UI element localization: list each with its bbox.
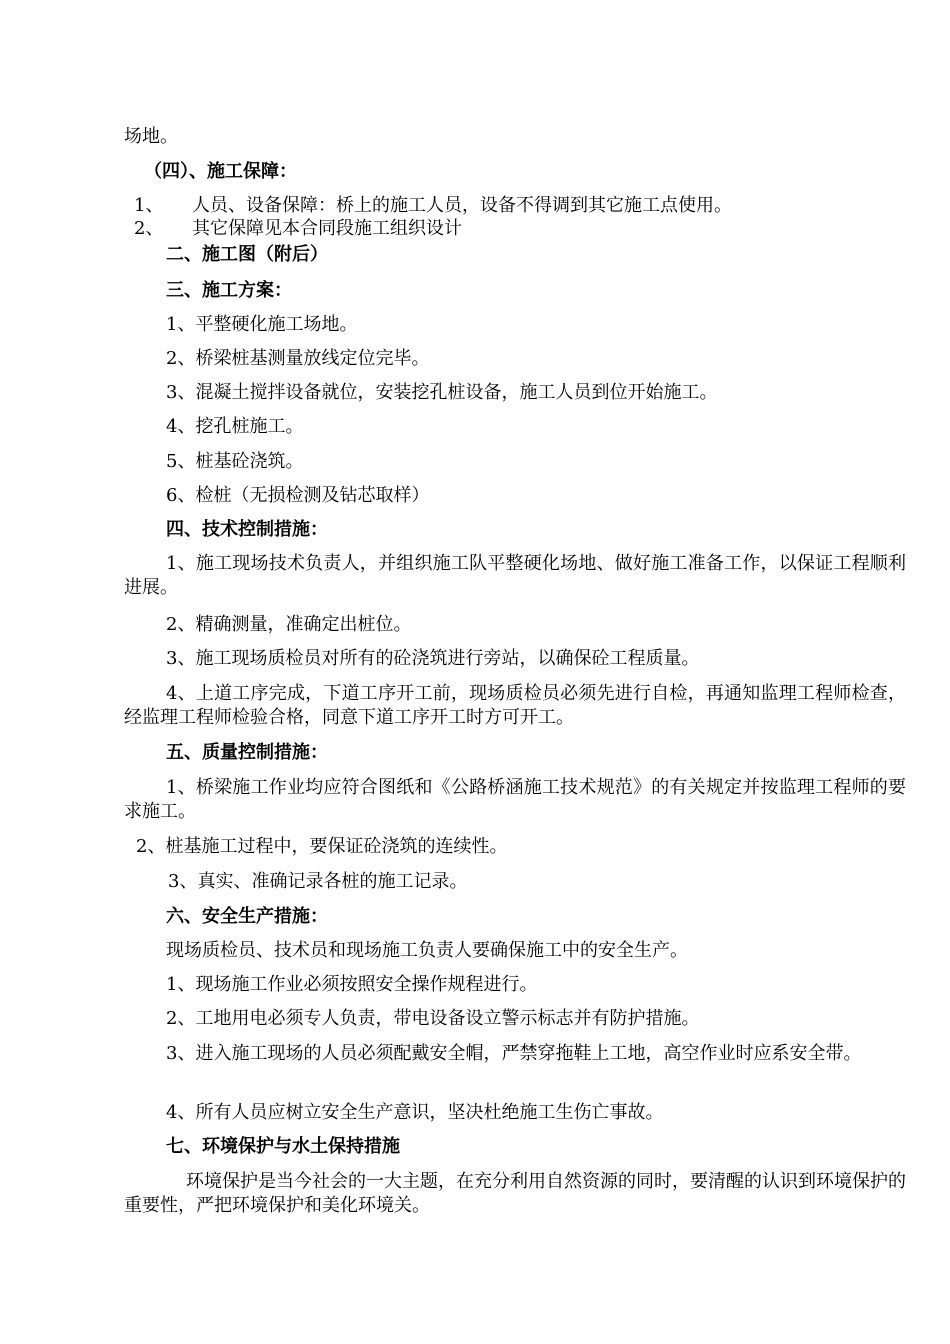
list-number: 2、	[134, 218, 164, 239]
heading-drawings: 二、施工图（附后）	[166, 244, 328, 265]
safety-item-1: 1、现场施工作业必须按照安全操作规程进行。	[166, 974, 538, 995]
heading-quality-control: 五、质量控制措施：	[166, 742, 328, 763]
heading-environment: 七、环境保护与水土保持措施	[166, 1136, 400, 1157]
plan-step-5: 5、桩基砼浇筑。	[166, 451, 304, 472]
safety-item-4: 4、所有人员应树立安全生产意识，坚决杜绝施工生伤亡事故。	[166, 1102, 664, 1123]
tech-item-4: 4、上道工序完成，下道工序开工前，现场质检员必须先进行自检，再通知监理工程师检查，经监理工程师检验合格，同意下道工序开工时方可开工。	[124, 683, 906, 728]
list-item-guarantee-2	[134, 216, 462, 242]
heading-tech-control: 四、技术控制措施：	[166, 519, 328, 540]
plan-step-2: 2、桥梁桩基测量放线定位完毕。	[166, 348, 430, 369]
quality-item-1: 1、桥梁施工作业均应符合图纸和《公路桥涵施工技术规范》的有关规定并按监理工程师的要求施工。	[124, 777, 906, 822]
list-text: 人员、设备保障：桥上的施工人员，设备不得调到其它施工点使用。	[192, 195, 732, 216]
heading-plan: 三、施工方案：	[166, 280, 292, 301]
list-number: 1、	[134, 195, 164, 216]
plan-step-3: 3、混凝土搅拌设备就位，安装挖孔桩设备，施工人员到位开始施工。	[166, 382, 718, 403]
paragraph-continuation: 场地。	[124, 126, 178, 147]
tech-item-1: 1、施工现场技术负责人，并组织施工队平整硬化场地、做好施工准备工作，以保证工程顺利进展。	[124, 553, 906, 598]
plan-step-1: 1、平整硬化施工场地。	[166, 314, 358, 335]
environment-paragraph: 环境保护是当今社会的一大主题，在充分利用自然资源的同时，要清醒的认识到环境保护的重要性，严把环境保护和美化环境关。	[124, 1171, 906, 1216]
heading-guarantee: （四）、施工保障：	[144, 161, 297, 182]
plan-step-6: 6、检桩（无损检测及钻芯取样）	[166, 485, 430, 506]
quality-item-3: 3、真实、准确记录各桩的施工记录。	[168, 871, 468, 892]
safety-item-3: 3、进入施工现场的人员必须配戴安全帽，严禁穿拖鞋上工地，高空作业时应系安全带。	[166, 1043, 862, 1064]
list-text: 其它保障见本合同段施工组织设计	[192, 218, 462, 239]
quality-item-2: 2、桩基施工过程中，要保证砼浇筑的连续性。	[136, 836, 508, 857]
tech-item-3: 3、施工现场质检员对所有的砼浇筑进行旁站，以确保砼工程质量。	[166, 648, 700, 669]
safety-intro: 现场质检员、技术员和现场施工负责人要确保施工中的安全生产。	[166, 940, 688, 961]
heading-safety: 六、安全生产措施：	[166, 906, 328, 927]
plan-step-4: 4、挖孔桩施工。	[166, 416, 304, 437]
safety-item-2: 2、工地用电必须专人负责，带电设备设立警示标志并有防护措施。	[166, 1008, 700, 1029]
tech-item-2: 2、精确测量，准确定出桩位。	[166, 614, 412, 635]
